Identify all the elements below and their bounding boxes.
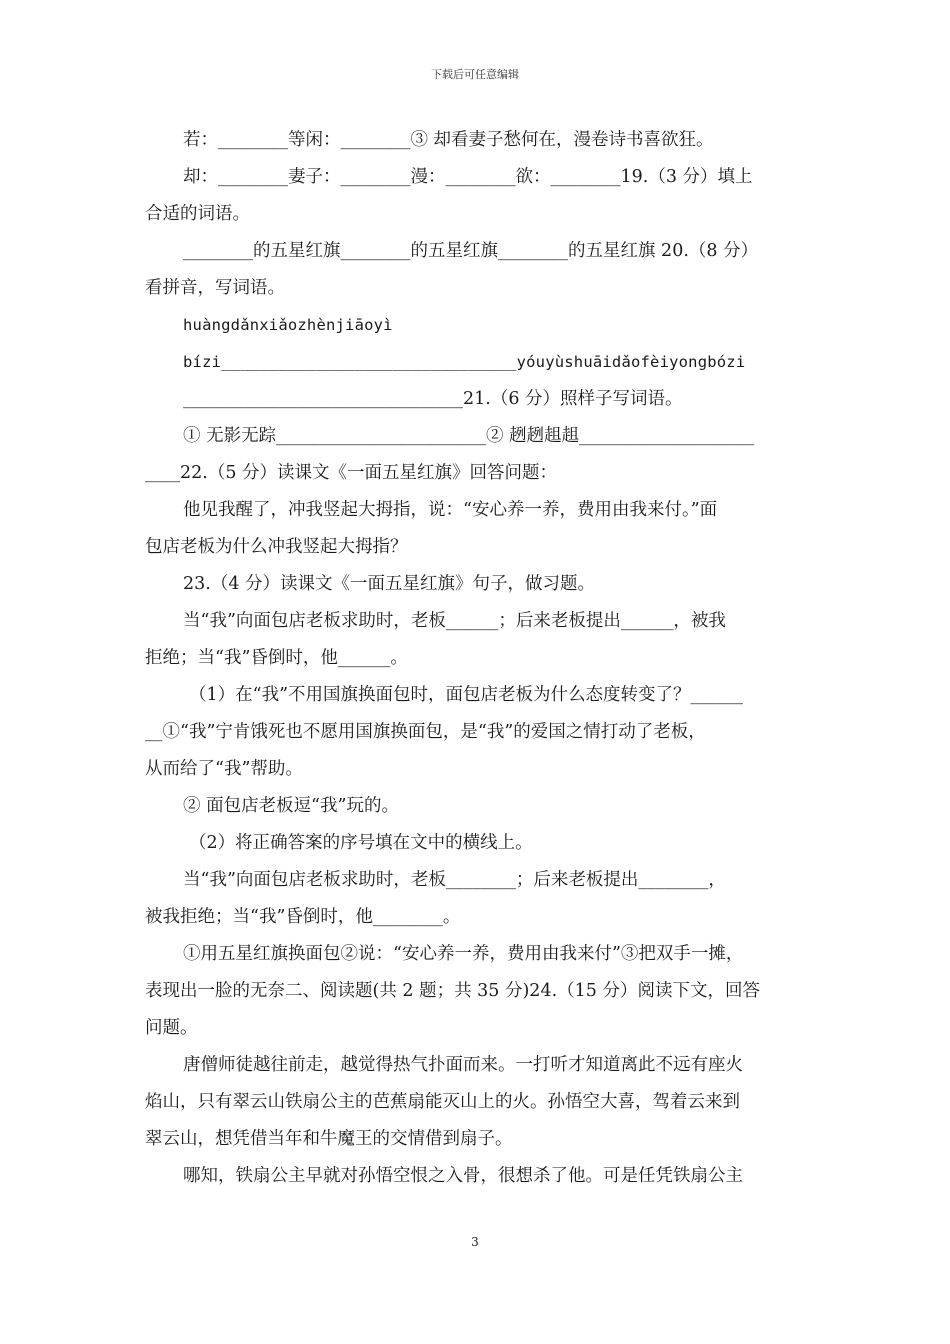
page-header: 下载后可任意编辑: [431, 68, 519, 81]
text-line: ① 无影无踪________________________② 趔趔趄趄____________________: [183, 426, 755, 446]
text-line: 当“我”向面包店老板求助时，老板______；后来老板提出______，被我: [183, 611, 726, 631]
text-line: ________________________________21.（6 分）照样子写词语。: [183, 389, 683, 409]
page-number: 3: [471, 1235, 479, 1249]
text-line: 翠云山，想凭借当年和牛魔王的交情借到扇子。: [145, 1129, 513, 1149]
text-line: 却：________妻子：________漫：________欲：________19.（3 分）填上: [183, 167, 753, 187]
text-line: 23.（4 分）读课文《一面五星红旗》句子，做习题。: [183, 574, 596, 594]
text-line: 问题。: [145, 1018, 198, 1038]
text-line: （2）将正确答案的序号填在文中的横线上。: [189, 833, 533, 853]
text-line: ② 面包店老板逗“我”玩的。: [183, 796, 399, 816]
text-line: 哪知，铁扇公主早就对孙悟空恨之入骨，很想杀了他。可是任凭铁扇公主: [183, 1166, 743, 1186]
text-line: ①用五星红旗换面包②说：“安心养一养，费用由我来付”③把双手一摊，: [183, 944, 744, 964]
text-line: 从而给了“我”帮助。: [145, 759, 303, 779]
text-line: ____22.（5 分）读课文《一面五星红旗》回答问题：: [145, 463, 558, 483]
text-line: 若：________等闲：________③ 却看妻子愁何在，漫卷诗书喜欲狂。: [183, 130, 714, 150]
pinyin-line: bízi_______________________________yóuyùshuāidǎofèiyongbózi: [183, 353, 746, 371]
text-line: （1）在“我”不用国旗换面包时，面包店老板为什么态度转变了？______: [189, 685, 744, 705]
text-line: 表现出一脸的无奈二、阅读题(共 2 题；共 35 分)24.（15 分）阅读下文，回答: [145, 981, 760, 1001]
text-line: ________的五星红旗________的五星红旗________的五星红旗 20.（8 分）: [183, 241, 759, 261]
text-line: 拒绝；当“我”昏倒时，他______。: [145, 648, 408, 668]
text-line: 唐僧师徒越往前走，越觉得热气扑面而来。一打听才知道离此不远有座火: [183, 1055, 743, 1075]
text-line: 他见我醒了，冲我竖起大拇指，说：“安心养一养，费用由我来付。”面: [183, 500, 718, 520]
document-body: [145, 122, 810, 1195]
pinyin-line: huàngdǎnxiǎozhènjiāoyì: [183, 316, 393, 334]
text-line: 当“我”向面包店老板求助时，老板________；后来老板提出________，: [183, 870, 726, 890]
text-line: 看拼音，写词语。: [145, 278, 285, 298]
text-line: __①“我”宁肯饿死也不愿用国旗换面包，是“我”的爱国之情打动了老板，: [145, 722, 706, 742]
text-line: 合适的词语。: [145, 204, 250, 224]
text-line: 焰山，只有翠云山铁扇公主的芭蕉扇能灭山上的火。孙悟空大喜，驾着云来到: [145, 1092, 740, 1112]
text-line: 被我拒绝；当“我”昏倒时，他________。: [145, 907, 461, 927]
text-line: 包店老板为什么冲我竖起大拇指？: [145, 537, 408, 557]
